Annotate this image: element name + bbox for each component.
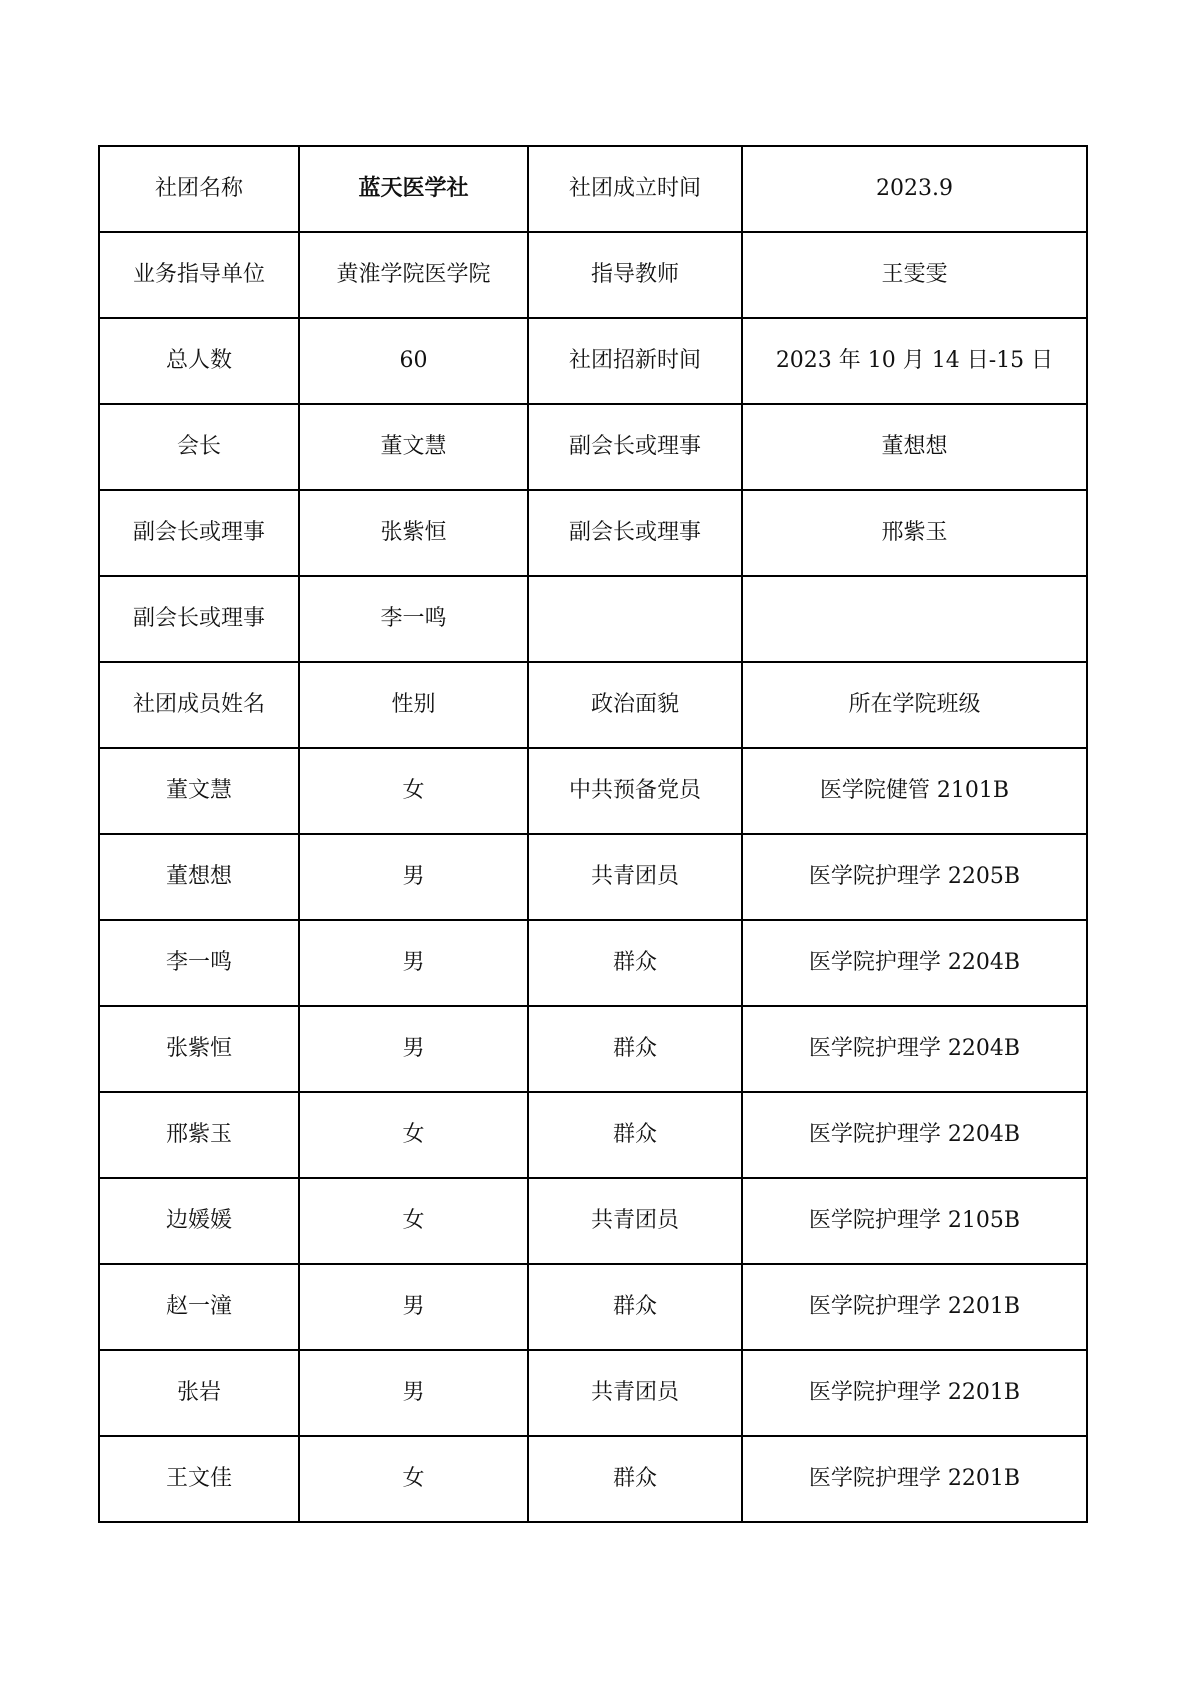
member-name: 李一鸣: [99, 920, 299, 1006]
member-gender: 女: [299, 748, 528, 834]
table-row: [99, 1436, 1087, 1522]
table-row: [99, 834, 1087, 920]
empty-cell: [742, 576, 1087, 662]
member-political-status: 共青团员: [528, 1350, 742, 1436]
member-political-status: 群众: [528, 1436, 742, 1522]
table-row: [99, 1092, 1087, 1178]
advisor-label: 指导教师: [528, 232, 742, 318]
member-gender: 女: [299, 1092, 528, 1178]
member-name-header: 社团成员姓名: [99, 662, 299, 748]
club-info-table: [98, 145, 1088, 1523]
vp-label: 副会长或理事: [528, 490, 742, 576]
advisor-value: 王雯雯: [742, 232, 1087, 318]
member-class: 医学院护理学 2204B: [742, 1006, 1087, 1092]
member-gender: 男: [299, 834, 528, 920]
member-class: 医学院护理学 2204B: [742, 920, 1087, 1006]
member-class-header: 所在学院班级: [742, 662, 1087, 748]
member-political-status: 群众: [528, 1264, 742, 1350]
table-row: [99, 1264, 1087, 1350]
member-political-header: 政治面貌: [528, 662, 742, 748]
member-gender-header: 性别: [299, 662, 528, 748]
founded-value: 2023.9: [742, 146, 1087, 232]
member-political-status: 共青团员: [528, 834, 742, 920]
table-row: [99, 490, 1087, 576]
member-name: 张紫恒: [99, 1006, 299, 1092]
member-political-status: 共青团员: [528, 1178, 742, 1264]
total-label: 总人数: [99, 318, 299, 404]
vp-value: 李一鸣: [299, 576, 528, 662]
member-gender: 男: [299, 1006, 528, 1092]
member-political-status: 群众: [528, 920, 742, 1006]
member-name: 张岩: [99, 1350, 299, 1436]
member-class: 医学院护理学 2201B: [742, 1436, 1087, 1522]
unit-label: 业务指导单位: [99, 232, 299, 318]
table-row: [99, 1178, 1087, 1264]
total-value: 60: [299, 318, 528, 404]
table-row: [99, 1006, 1087, 1092]
members-header-row: [99, 662, 1087, 748]
member-class: 医学院护理学 2204B: [742, 1092, 1087, 1178]
member-name: 邢紫玉: [99, 1092, 299, 1178]
member-name: 董想想: [99, 834, 299, 920]
vp-value: 张紫恒: [299, 490, 528, 576]
member-gender: 男: [299, 920, 528, 1006]
member-name: 边媛媛: [99, 1178, 299, 1264]
member-gender: 女: [299, 1436, 528, 1522]
table-row: [99, 232, 1087, 318]
member-political-status: 群众: [528, 1092, 742, 1178]
vp-value: 邢紫玉: [742, 490, 1087, 576]
member-class: 医学院护理学 2201B: [742, 1264, 1087, 1350]
member-rows: [99, 748, 1087, 1522]
vp-label: 副会长或理事: [99, 490, 299, 576]
member-name: 董文慧: [99, 748, 299, 834]
vp-label: 副会长或理事: [99, 576, 299, 662]
member-political-status: 群众: [528, 1006, 742, 1092]
unit-value: 黄淮学院医学院: [299, 232, 528, 318]
founded-label: 社团成立时间: [528, 146, 742, 232]
table-row: [99, 920, 1087, 1006]
table-row: [99, 318, 1087, 404]
table-row: [99, 576, 1087, 662]
member-name: 王文佳: [99, 1436, 299, 1522]
member-political-status: 中共预备党员: [528, 748, 742, 834]
member-class: 医学院护理学 2201B: [742, 1350, 1087, 1436]
member-name: 赵一潼: [99, 1264, 299, 1350]
president-value: 董文慧: [299, 404, 528, 490]
member-class: 医学院健管 2101B: [742, 748, 1087, 834]
empty-cell: [528, 576, 742, 662]
table-row: [99, 146, 1087, 232]
club-name-value: 蓝天医学社: [299, 146, 528, 232]
vp-value: 董想想: [742, 404, 1087, 490]
club-name-label: 社团名称: [99, 146, 299, 232]
member-gender: 女: [299, 1178, 528, 1264]
table-row: [99, 404, 1087, 490]
vp-label: 副会长或理事: [528, 404, 742, 490]
member-gender: 男: [299, 1350, 528, 1436]
recruit-value: 2023 年 10 月 14 日-15 日: [742, 318, 1087, 404]
member-gender: 男: [299, 1264, 528, 1350]
member-class: 医学院护理学 2105B: [742, 1178, 1087, 1264]
table-row: [99, 1350, 1087, 1436]
president-label: 会长: [99, 404, 299, 490]
recruit-label: 社团招新时间: [528, 318, 742, 404]
table-row: [99, 748, 1087, 834]
member-class: 医学院护理学 2205B: [742, 834, 1087, 920]
